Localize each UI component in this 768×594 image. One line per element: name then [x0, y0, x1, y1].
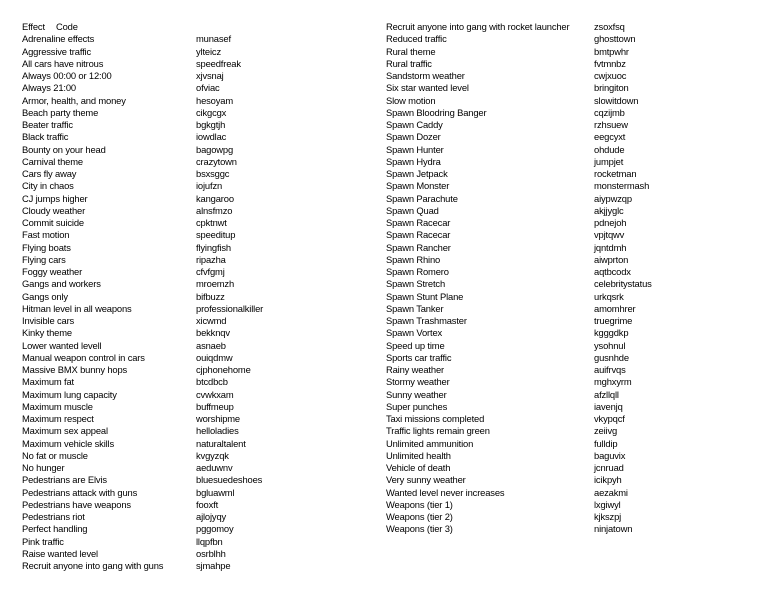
- effect-text: Spawn Parachute: [386, 192, 458, 204]
- effect-text: Sports car traffic: [386, 351, 452, 363]
- effect-text: Flying cars: [22, 253, 66, 265]
- effect-text: Gangs and workers: [22, 278, 101, 290]
- code-text: kgggdkp: [594, 327, 629, 339]
- effect-text: Beach party theme: [22, 106, 99, 118]
- code-text: ninjatown: [594, 523, 633, 535]
- code-text: bagowpg: [196, 143, 234, 155]
- cheat-row: [386, 156, 756, 168]
- code-text: hesoyam: [196, 94, 233, 106]
- code-text: aiypwzqp: [594, 192, 632, 204]
- code-text: kangaroo: [196, 192, 234, 204]
- effect-text: Weapons (tier 3): [386, 523, 453, 535]
- cheat-row: [22, 58, 362, 70]
- cheat-row: [22, 560, 362, 572]
- code-text: buffmeup: [196, 400, 234, 412]
- cheat-row: [22, 33, 362, 45]
- code-text: bmtpwhr: [594, 45, 629, 57]
- cheat-row: [386, 474, 756, 486]
- effect-text: Massive BMX bunny hops: [22, 364, 128, 375]
- cheat-row: [22, 474, 362, 486]
- cheat-row: [22, 511, 362, 523]
- cheat-row: [22, 107, 362, 119]
- cheat-row: [386, 70, 756, 82]
- code-text: professionalkiller: [196, 302, 264, 314]
- effect-text: Commit suicide: [22, 217, 84, 228]
- effect-text: Maximum fat: [22, 376, 75, 388]
- cheat-row: [386, 487, 756, 499]
- effect-text: Sunny weather: [386, 388, 447, 400]
- effect-text: Vehicle of death: [386, 462, 451, 473]
- effect-text: Maximum lung capacity: [22, 388, 117, 400]
- effect-text: Spawn Vortex: [386, 327, 443, 339]
- effect-text: Pink traffic: [22, 535, 64, 547]
- cheat-row: [22, 144, 362, 156]
- cheat-row: [22, 254, 362, 266]
- code-text: monstermash: [594, 180, 650, 192]
- code-text: sjmahpe: [196, 560, 231, 571]
- code-text: mroemzh: [196, 278, 235, 290]
- code-text: xjvsnaj: [196, 70, 224, 81]
- cheat-row: [22, 376, 362, 388]
- cheat-row: [22, 205, 362, 217]
- effect-text: Spawn Stretch: [386, 278, 446, 290]
- code-text: cfvfgmj: [196, 266, 225, 277]
- code-text: worshipme: [196, 413, 240, 424]
- effect-text: Weapons (tier 2): [386, 511, 453, 522]
- cheat-row: [386, 266, 756, 278]
- code-text: celebritystatus: [594, 278, 652, 290]
- code-text: xicwmd: [196, 315, 227, 326]
- cheat-row: [386, 499, 756, 511]
- cheat-row: [22, 266, 362, 278]
- effect-text: Perfect handling: [22, 523, 88, 535]
- effect-text: Spawn Jetpack: [386, 168, 448, 179]
- effect-text: Raise wanted level: [22, 547, 98, 559]
- effect-text: No hunger: [22, 462, 65, 473]
- cheat-row: [386, 315, 756, 327]
- cheat-row: [22, 425, 362, 437]
- code-text: flyingfish: [196, 241, 231, 253]
- cheat-row: [386, 193, 756, 205]
- code-text: zeiivg: [594, 425, 618, 437]
- effect-text: City in chaos: [22, 180, 74, 192]
- code-text: naturaltalent: [196, 437, 246, 449]
- code-text: ghosttown: [594, 33, 636, 45]
- effect-text: Rural traffic: [386, 57, 432, 69]
- code-text: asnaeb: [196, 339, 226, 351]
- cheat-row: [22, 401, 362, 413]
- cheat-row: [386, 58, 756, 70]
- code-text: ysohnul: [594, 339, 626, 351]
- effect-text: Black traffic: [22, 131, 69, 143]
- effect-text: Slow motion: [386, 94, 436, 106]
- code-text: bluesuedeshoes: [196, 474, 263, 486]
- code-text: crazytown: [196, 155, 237, 167]
- cheat-row: [386, 205, 756, 217]
- cheat-row: [386, 21, 756, 33]
- effect-text: Pedestrians have weapons: [22, 498, 131, 510]
- effect-text: Spawn Romero: [386, 266, 449, 277]
- cheat-row: [22, 536, 362, 548]
- effect-text: Lower wanted levell: [22, 339, 102, 351]
- cheat-row: [22, 242, 362, 254]
- effect-text: Pedestrians attack with guns: [22, 486, 138, 498]
- code-text: vpjtqwv: [594, 229, 625, 241]
- code-text: munasef: [196, 33, 231, 45]
- effect-text: Cloudy weather: [22, 204, 86, 216]
- code-text: truegrime: [594, 315, 633, 326]
- effect-text: Fast motion: [22, 229, 70, 241]
- cheat-row: [386, 327, 756, 339]
- code-text: eegcyxt: [594, 131, 626, 143]
- code-text: ohdude: [594, 143, 625, 155]
- cheat-row: [386, 46, 756, 58]
- effect-text: Carnival theme: [22, 155, 83, 167]
- code-text: jqntdmh: [594, 241, 627, 253]
- cheat-row: [22, 46, 362, 58]
- cheat-row: [22, 303, 362, 315]
- effect-text: Maximum vehicle skills: [22, 437, 115, 449]
- effect-text: Spawn Dozer: [386, 131, 441, 143]
- code-text: rzhsuew: [594, 119, 628, 130]
- effect-text: Spawn Tanker: [386, 302, 444, 314]
- cheat-row: [22, 315, 362, 327]
- effect-text: Sandstorm weather: [386, 70, 465, 81]
- left-rows-list: [22, 33, 362, 572]
- cheat-row: [386, 278, 756, 290]
- code-text: rocketman: [594, 168, 637, 179]
- code-text: icikpyh: [594, 474, 622, 486]
- cheat-row: [22, 131, 362, 143]
- cheat-row: [386, 144, 756, 156]
- cheat-row: [22, 278, 362, 290]
- cheat-row: [386, 364, 756, 376]
- code-text: kvgyzqk: [196, 449, 229, 461]
- code-text: llqpfbn: [196, 535, 223, 547]
- cheat-row: [22, 168, 362, 180]
- cheat-row: [22, 438, 362, 450]
- cheat-row: [386, 401, 756, 413]
- effect-text: Recruit anyone into gang with rocket launcher: [386, 21, 570, 32]
- cheat-row: [22, 82, 362, 94]
- effect-text: Aggressive traffic: [22, 45, 92, 57]
- cheat-row: [386, 217, 756, 229]
- effect-text: Bounty on your head: [22, 143, 106, 155]
- code-text: vkypqcf: [594, 413, 625, 424]
- effect-text: Gangs only: [22, 290, 68, 302]
- code-text: btcdbcb: [196, 376, 228, 388]
- effect-text: Kinky theme: [22, 327, 72, 339]
- cheat-row: [386, 425, 756, 437]
- effect-text: Maximum respect: [22, 413, 94, 424]
- code-text: fvtmnbz: [594, 57, 626, 69]
- effect-text: Armor, health, and money: [22, 94, 126, 106]
- effect-text: Cars fly away: [22, 168, 77, 179]
- effect-text: Spawn Racecar: [386, 229, 451, 241]
- effect-text: Spawn Stunt Plane: [386, 290, 464, 302]
- code-text: ylteicz: [196, 45, 221, 57]
- code-text: speeditup: [196, 229, 236, 241]
- code-column-header: Code: [56, 21, 78, 32]
- code-text: bsxsggc: [196, 168, 230, 179]
- effect-text: Traffic lights remain green: [386, 425, 490, 437]
- cheat-row: [386, 95, 756, 107]
- cheat-row: [386, 389, 756, 401]
- code-text: iojufzn: [196, 180, 223, 192]
- code-text: ripazha: [196, 253, 226, 265]
- cheat-row: [22, 487, 362, 499]
- cheat-row: [386, 229, 756, 241]
- code-text: bifbuzz: [196, 290, 225, 302]
- effect-text: Six star wanted level: [386, 82, 469, 94]
- code-text: slowitdown: [594, 94, 639, 106]
- effect-text: Foggy weather: [22, 266, 83, 277]
- effect-text: Spawn Hunter: [386, 143, 444, 155]
- code-text: cqzijmb: [594, 106, 625, 118]
- cheat-row: [386, 462, 756, 474]
- cheat-row: [22, 548, 362, 560]
- cheat-row: [22, 462, 362, 474]
- cheat-row: [22, 229, 362, 241]
- cheat-row: [386, 180, 756, 192]
- effect-text: No fat or muscle: [22, 449, 88, 461]
- code-text: pdnejoh: [594, 217, 627, 228]
- effect-text: Reduced traffic: [386, 33, 447, 45]
- effect-text: Unlimited ammunition: [386, 437, 474, 449]
- code-text: jcnruad: [594, 462, 624, 473]
- cheat-row: [386, 450, 756, 462]
- effect-text: Manual weapon control in cars: [22, 351, 145, 363]
- effect-text: Spawn Rancher: [386, 241, 451, 253]
- code-text: cvwkxam: [196, 388, 234, 400]
- cheat-row: [22, 156, 362, 168]
- cheat-row: [22, 119, 362, 131]
- cheat-row: [386, 168, 756, 180]
- effect-text: All cars have nitrous: [22, 57, 104, 69]
- cheat-row: [386, 131, 756, 143]
- code-text: amomhrer: [594, 302, 636, 314]
- effect-text: Pedestrians are Elvis: [22, 474, 107, 486]
- code-text: aiwprton: [594, 253, 629, 265]
- code-text: aeduwnv: [196, 462, 233, 473]
- header-row: [22, 21, 362, 33]
- effect-text: Recruit anyone into gang with guns: [22, 560, 164, 571]
- cheat-row: [22, 389, 362, 401]
- code-text: afzllqll: [594, 388, 619, 400]
- code-text: cjphonehome: [196, 364, 251, 375]
- code-text: akjjyglc: [594, 204, 624, 216]
- cheat-row: [22, 95, 362, 107]
- code-text: mghxyrm: [594, 376, 632, 388]
- effect-text: Spawn Racecar: [386, 217, 451, 228]
- code-text: cpktnwt: [196, 217, 227, 228]
- cheat-row: [386, 242, 756, 254]
- code-text: ouiqdmw: [196, 351, 233, 363]
- cheat-row: [386, 523, 756, 535]
- code-text: auifrvqs: [594, 364, 626, 375]
- effect-text: Spawn Trashmaster: [386, 315, 467, 326]
- cheat-row: [386, 119, 756, 131]
- cheat-row: [22, 364, 362, 376]
- effect-text: Weapons (tier 1): [386, 498, 453, 510]
- cheat-row: [386, 376, 756, 388]
- effect-text: Rural theme: [386, 45, 436, 57]
- effect-text: Very sunny weather: [386, 474, 466, 486]
- code-text: jumpjet: [594, 155, 624, 167]
- code-text: gusnhde: [594, 351, 629, 363]
- effect-text: Maximum muscle: [22, 400, 93, 412]
- left-column: [22, 21, 362, 572]
- effect-text: Wanted level never increases: [386, 486, 505, 498]
- code-text: helloladies: [196, 425, 239, 437]
- effect-text: Speed up time: [386, 339, 445, 351]
- cheat-row: [22, 327, 362, 339]
- right-rows-list: [386, 21, 756, 536]
- cheat-row: [22, 523, 362, 535]
- code-text: ajlojyqy: [196, 511, 227, 522]
- effect-text: Spawn Rhino: [386, 253, 441, 265]
- effect-text: Spawn Quad: [386, 204, 439, 216]
- cheat-row: [386, 303, 756, 315]
- effect-text: Super punches: [386, 400, 448, 412]
- cheat-row: [386, 511, 756, 523]
- cheat-row: [386, 254, 756, 266]
- code-text: bekknqv: [196, 327, 230, 339]
- code-text: iavenjq: [594, 400, 623, 412]
- cheat-row: [386, 340, 756, 352]
- cheat-row: [22, 499, 362, 511]
- code-text: lxgiwyl: [594, 498, 621, 510]
- code-text: bringiton: [594, 82, 629, 94]
- effect-text: Spawn Hydra: [386, 155, 441, 167]
- effect-text: Maximum sex appeal: [22, 425, 108, 437]
- effect-text: Rainy weather: [386, 364, 444, 375]
- code-text: osrblhh: [196, 547, 226, 559]
- effect-text: CJ jumps higher: [22, 192, 88, 204]
- right-column: [386, 21, 756, 536]
- code-text: zsoxfsq: [594, 21, 625, 32]
- cheat-row: [22, 180, 362, 192]
- code-text: aqtbcodx: [594, 266, 631, 277]
- effect-text: Spawn Monster: [386, 180, 450, 192]
- code-text: aezakmi: [594, 486, 628, 498]
- code-text: fulldip: [594, 437, 618, 449]
- cheat-row: [386, 413, 756, 425]
- cheat-row: [22, 340, 362, 352]
- effect-text: Adrenaline effects: [22, 33, 95, 45]
- effect-text: Invisible cars: [22, 315, 75, 326]
- cheat-row: [22, 193, 362, 205]
- code-text: cikgcgx: [196, 106, 227, 118]
- cheat-row: [386, 33, 756, 45]
- code-text: cwjxuoc: [594, 70, 627, 81]
- code-text: ofviac: [196, 82, 220, 94]
- effect-text: Flying boats: [22, 241, 71, 253]
- effect-text: Taxi missions completed: [386, 413, 485, 424]
- effect-text: Always 21:00: [22, 82, 76, 94]
- cheat-row: [386, 352, 756, 364]
- cheat-row: [22, 413, 362, 425]
- effect-text: Pedestrians riot: [22, 511, 85, 522]
- code-text: pggomoy: [196, 523, 234, 535]
- cheat-row: [22, 217, 362, 229]
- code-text: fooxft: [196, 498, 219, 510]
- cheat-row: [22, 291, 362, 303]
- effect-text: Always 00:00 or 12:00: [22, 70, 112, 81]
- cheat-row: [386, 291, 756, 303]
- code-text: bgkgtjh: [196, 119, 226, 130]
- effect-column-header: Effect: [22, 21, 45, 32]
- code-text: kjkszpj: [594, 511, 622, 522]
- cheat-row: [386, 438, 756, 450]
- cheat-row: [386, 107, 756, 119]
- code-text: iowdlac: [196, 131, 227, 143]
- cheat-row: [22, 70, 362, 82]
- code-text: speedfreak: [196, 57, 241, 69]
- effect-text: Spawn Caddy: [386, 119, 443, 130]
- effect-text: Hitman level in all weapons: [22, 302, 132, 314]
- code-text: bgluawml: [196, 486, 235, 498]
- cheat-row: [22, 450, 362, 462]
- effect-text: Beater traffic: [22, 119, 73, 130]
- effect-text: Stormy weather: [386, 376, 450, 388]
- effect-text: Spawn Bloodring Banger: [386, 106, 487, 118]
- cheat-row: [386, 82, 756, 94]
- cheat-row: [22, 352, 362, 364]
- code-text: alnsfmzo: [196, 204, 233, 216]
- code-text: urkqsrk: [594, 290, 624, 302]
- code-text: baguvix: [594, 449, 626, 461]
- effect-text: Unlimited health: [386, 449, 451, 461]
